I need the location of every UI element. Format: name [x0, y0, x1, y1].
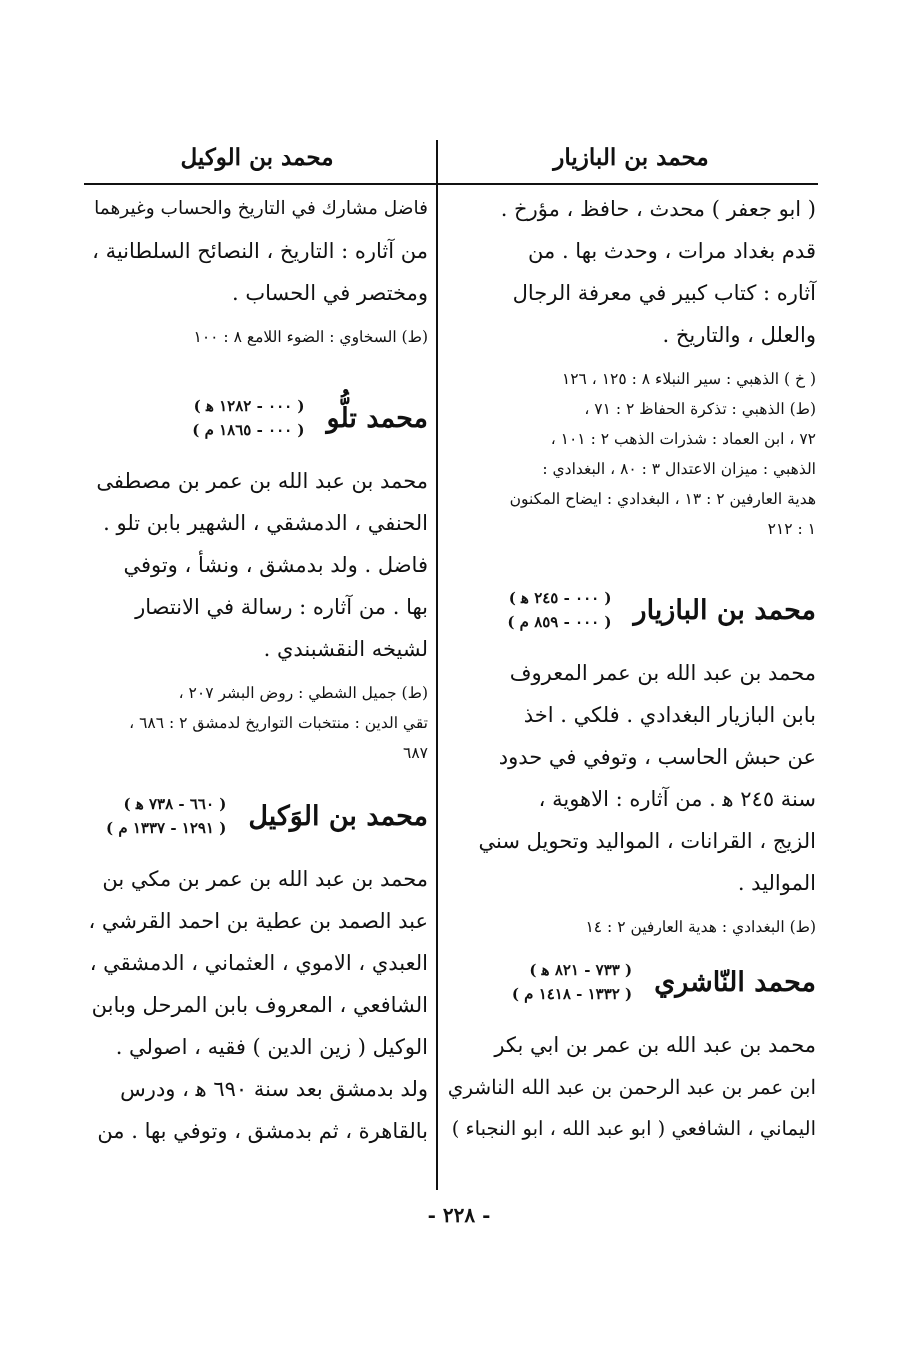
spacer — [86, 670, 428, 678]
spacer — [446, 356, 816, 364]
spacer — [86, 352, 428, 378]
body-line: بها . من آثاره : رسالة في الانتصار — [135, 595, 428, 619]
reference-line: تقي الدين : منتخبات التواريخ لدمشق ٢ : ٦٨٦ ، — [129, 714, 428, 732]
body-line: اليماني ، الشافعي ( ابو عبد الله ، ابو النجباء ) — [451, 1117, 816, 1140]
reference-line: (ط) البغدادي : هدية العارفين ٢ : ١٤ — [585, 918, 816, 936]
entry-name: محمد بن الوَكيل — [248, 800, 428, 832]
entry-continuation — [86, 188, 428, 352]
entry-heading — [86, 382, 428, 454]
page-number: - ٢٢٨ - — [427, 1203, 491, 1227]
entry-tallu — [86, 382, 428, 768]
left-column — [86, 188, 428, 1152]
body-line: فاضل مشارك في التاريخ والحساب وغيرهما — [94, 198, 428, 219]
entry-heading — [446, 574, 816, 646]
body-line: من آثاره : التاريخ ، النصائح السلطانية ، — [92, 239, 428, 263]
spacer — [446, 544, 816, 570]
entry-ibn-al-bazyar — [446, 574, 816, 942]
entry-dates — [192, 394, 304, 442]
body-line: والعلل ، والتاريخ . — [662, 323, 816, 347]
entry-heading — [86, 780, 428, 852]
hijri-dates: ( ٧٣٣ - ٨٢١ ﻫ ) — [529, 961, 633, 979]
reference-line: ٧٢ ، ابن العماد : شذرات الذهب ٢ : ١٠١ ، — [550, 430, 816, 448]
gregorian-dates: ( ٠٠٠ - ٨٥٩ م ) — [507, 613, 612, 631]
gregorian-dates: ( ١٣٣٢ - ١٤١٨ م ) — [511, 985, 633, 1003]
column-divider — [436, 140, 438, 1190]
reference-line: (ط) الذهبي : تذكرة الحفاظ ٢ : ٧١ ، — [584, 400, 816, 418]
reference-line: الذهبي : ميزان الاعتدال ٣ : ٨٠ ، البغدادي : — [542, 460, 816, 478]
entry-ibn-al-wakil — [86, 780, 428, 1152]
body-line: العبدي ، الاموي ، العثماني ، الدمشقي ، — [89, 951, 428, 975]
body-line: آثاره : كتاب كبير في معرفة الرجال — [512, 281, 816, 305]
body-line: لشيخه النقشبندي . — [263, 637, 428, 661]
spacer — [86, 314, 428, 322]
body-line: ولد بدمشق بعد سنة ٦٩٠ ﻫ ، ودرس — [120, 1077, 428, 1101]
entry-name: محمد بن البازيار — [633, 594, 816, 626]
body-line: محمد بن عبد الله بن عمر المعروف — [509, 661, 816, 685]
entry-dates — [507, 586, 611, 634]
body-line: محمد بن عبد الله بن عمر بن مكي بن — [102, 867, 428, 891]
entry-dates — [512, 958, 632, 1006]
reference-line: (ط) جميل الشطي : روض البشر ٢٠٧ ، — [178, 684, 428, 702]
entry-dates — [106, 792, 226, 840]
reference-line: ( خ ) الذهبي : سير النبلاء ٨ : ١٢٥ ، ١٢٦ — [561, 370, 816, 388]
body-line: محمد بن عبد الله بن عمر بن مصطفى — [96, 469, 428, 493]
body-line: عبد الصمد بن عطية بن احمد القرشي ، — [88, 909, 428, 933]
spacer — [446, 904, 816, 912]
reference-line: (ط) السخاوي : الضوء اللامع ٨ : ١٠٠ — [193, 328, 428, 346]
reference-line: هدية العارفين ٢ : ١٣ ، البغدادي : ايضاح المكنون — [509, 490, 816, 508]
body-line: الشافعي ، المعروف بابن المرحل وبابن — [91, 993, 428, 1017]
hijri-dates: ( ٦٦٠ - ٧٣٨ ﻫ ) — [123, 795, 227, 813]
gregorian-dates: ( ٠٠٠ - ١٨٦٥ م ) — [192, 421, 305, 439]
running-header-left: محمد بن الوكيل — [180, 144, 334, 171]
entry-name: محمد النّاشري — [654, 966, 816, 998]
body-line: المواليد . — [737, 871, 816, 895]
reference-line: ٦٨٧ — [403, 744, 428, 762]
body-line: الوكيل ( زين الدين ) فقيه ، اصولي . — [115, 1035, 428, 1059]
hijri-dates: ( ٠٠٠ - ١٢٨٢ ﻫ ) — [193, 397, 305, 415]
entry-name: محمد تلُّو — [326, 402, 428, 434]
body-line: بابن البازيار البغدادي . فلكي . اخذ — [523, 703, 816, 727]
body-line: فاضل . ولد بدمشق ، ونشأ ، وتوفي — [123, 553, 428, 577]
hijri-dates: ( ٠٠٠ - ٢٤٥ ﻫ ) — [508, 589, 612, 607]
body-line: ابن عمر بن عبد الرحمن بن عبد الله الناشري — [447, 1075, 816, 1099]
body-line: سنة ٢٤٥ ﻫ . من آثاره : الاهوية ، — [538, 787, 816, 811]
entry-heading — [446, 946, 816, 1018]
entry-continuation — [446, 188, 816, 544]
body-line: قدم بغداد مرات ، وحدث بها . من — [528, 239, 816, 263]
body-line: محمد بن عبد الله بن عمر بن ابي بكر — [494, 1033, 816, 1057]
body-line: الحنفي ، الدمشقي ، الشهير بابن تلو . — [103, 511, 428, 535]
reference-line: ١ : ٢١٢ — [767, 520, 816, 538]
header-rule — [84, 183, 818, 185]
gregorian-dates: ( ١٢٩١ - ١٣٣٧ م ) — [106, 819, 227, 837]
body-line: ( ابو جعفر ) محدث ، حافظ ، مؤرخ . — [500, 197, 816, 221]
body-line: الزيج ، القرانات ، المواليد وتحويل سني — [478, 829, 816, 853]
body-line: بالقاهرة ، ثم بدمشق ، وتوفي بها . من — [97, 1119, 428, 1143]
right-column — [446, 188, 816, 1150]
running-header-right: محمد بن البازيار — [553, 144, 709, 171]
spacer — [86, 768, 428, 776]
body-line: عن حبش الحاسب ، وتوفي في حدود — [498, 745, 816, 769]
body-line: ومختصر في الحساب . — [231, 281, 428, 305]
